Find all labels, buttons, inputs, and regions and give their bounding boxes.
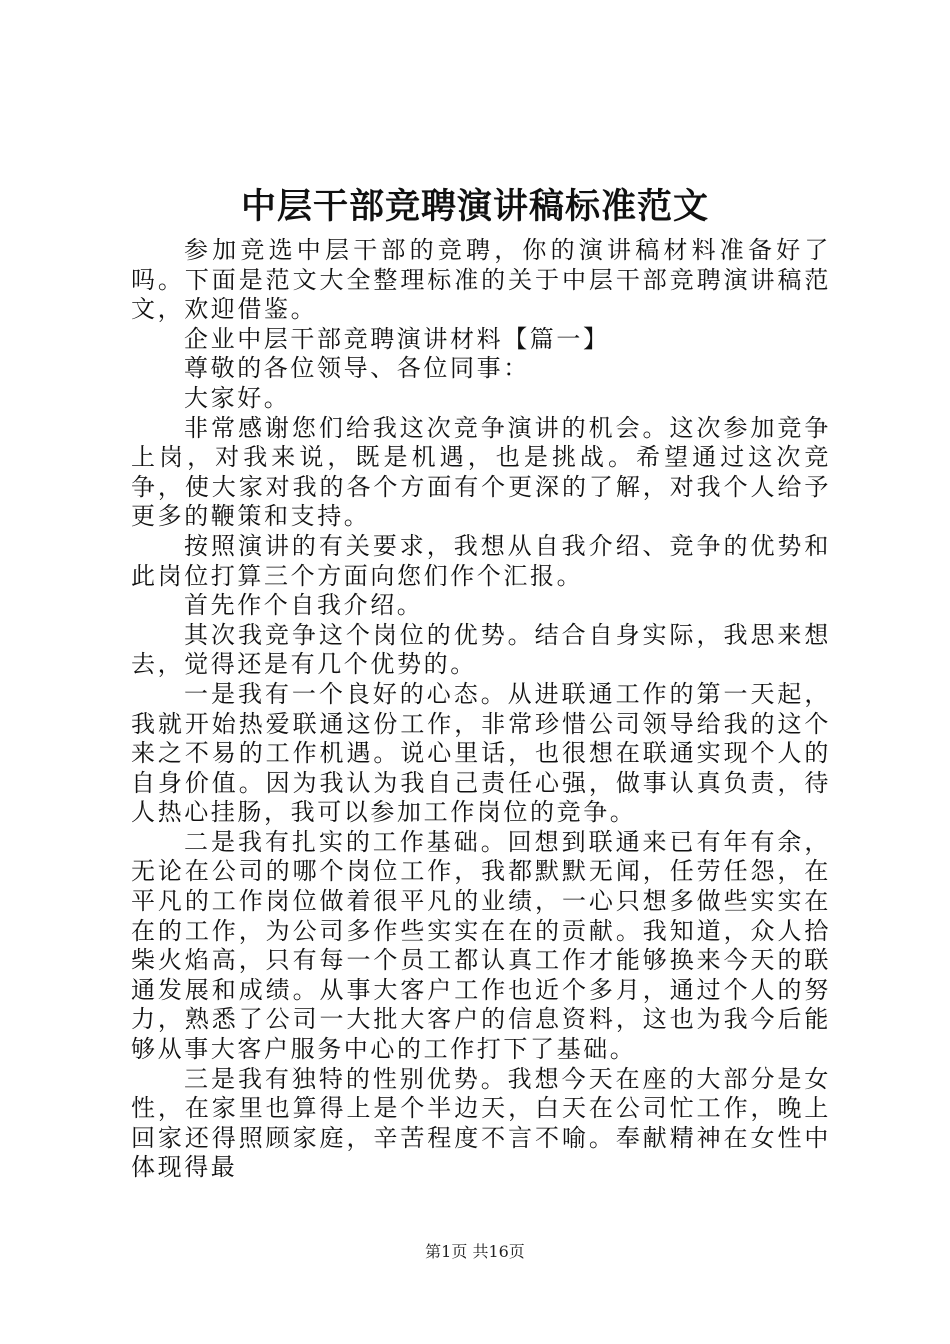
- paragraph-self-intro: 首先作个自我介绍。: [184, 591, 424, 620]
- paragraph-advantage-three: 三是我有独特的性别优势。我想今天在座的大部分是女性，在家里也算得上是个半边天，白天在公司忙工作，晚上回家还得照顾家庭，辛苦程度不言不喻。奉献精神在女性中体现得最: [131, 1064, 831, 1182]
- page-number-indicator: 第1页 共16页: [425, 1242, 525, 1261]
- document-title: 中层干部竞聘演讲稿标准范文: [240, 186, 709, 227]
- paragraph-greeting: 大家好。: [184, 383, 291, 412]
- paragraph-intro: 参加竞选中层干部的竞聘，你的演讲稿材料准备好了吗。下面是范文大全整理标准的关于中层干部竞聘演讲稿范文，欢迎借鉴。: [131, 236, 831, 324]
- paragraph-advantage-two: 二是我有扎实的工作基础。回想到联通来已有年有余，无论在公司的哪个岗位工作，我都默默无闻，任劳任怨，在平凡的工作岗位做着很平凡的业绩，一心只想多做些实实在在的工作，为公司多作些实实在在的贡献。我知道，众人拾柴火焰高，只有每一个员工都认真工作才能够换来今天的联通发展和成绩。从事大客户工作也近个多月，通过个人的努力，熟悉了公司一大批大客户的信息资料，这也为我今后能够从事大客户服务中心的工作打下了基础。: [131, 827, 831, 1064]
- paragraph-thanks: 非常感谢您们给我这次竞争演讲的机会。这次参加竞争上岗，对我来说，既是机遇，也是挑战。希望通过这次竞争，使大家对我的各个方面有个更深的了解，对我个人给予更多的鞭策和支持。: [131, 413, 831, 531]
- paragraph-salutation: 尊敬的各位领导、各位同事：: [184, 354, 530, 383]
- paragraph-section-heading: 企业中层干部竞聘演讲材料【篇一】: [184, 324, 610, 353]
- document-body: [131, 236, 831, 1183]
- paragraph-outline: 按照演讲的有关要求，我想从自我介绍、竞争的优势和此岗位打算三个方面向您们作个汇报。: [131, 531, 831, 590]
- paragraph-advantages: 其次我竞争这个岗位的优势。结合自身实际，我思来想去，觉得还是有几个优势的。: [131, 620, 831, 679]
- page-footer: [0, 1240, 950, 1264]
- paragraph-advantage-one: 一是我有一个良好的心态。从进联通工作的第一天起，我就开始热爱联通这份工作，非常珍惜公司领导给我的这个来之不易的工作机遇。说心里话，也很想在联通实现个人的自身价值。因为我认为我自己责任心强，做事认真负责，待人热心挂肠，我可以参加工作岗位的竞争。: [131, 679, 831, 827]
